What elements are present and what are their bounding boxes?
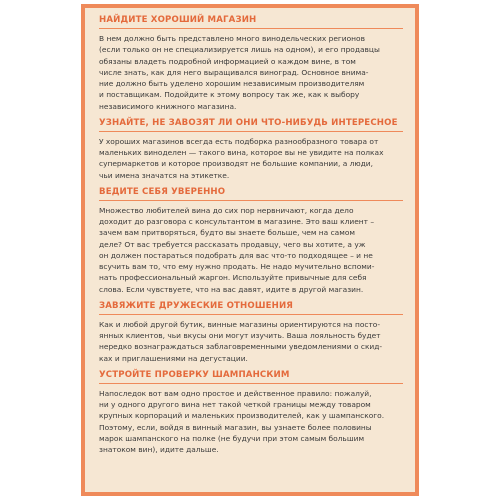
tips-card <box>81 4 419 496</box>
body-line: (если только он не специализируется лишь на одном), и его продавцы <box>99 45 380 55</box>
body-line: деле? От вас требуется рассказать продавцу, чего вы хотите, а уж <box>99 239 366 249</box>
body-line: он должен постараться подобрать для вас что-то подходящее – и не <box>99 250 373 260</box>
section-good-shop <box>99 14 403 112</box>
body-line: числе знать, как для него выращивался виноград. Основное внима- <box>99 67 369 77</box>
section-heading: ЗАВЯЖИТЕ ДРУЖЕСКИЕ ОТНОШЕНИЯ <box>99 300 294 311</box>
heading-divider <box>99 28 403 29</box>
section-body <box>99 319 403 364</box>
body-line: марок шампанского на полке (не будучи при этом самым большим <box>99 433 365 443</box>
body-line: ние должно быть уделено хорошим независимым производителям <box>99 79 365 88</box>
section-body <box>99 388 403 456</box>
heading-divider <box>99 200 403 201</box>
section-heading: УЗНАЙТЕ, НЕ ЗАВОЗЯТ ЛИ ОНИ ЧТО-НИБУДЬ ИНТЕРЕСНОЕ <box>99 117 398 128</box>
body-line: и поставщикам. Подойдите к этому вопросу так же, как к выбору <box>99 90 360 100</box>
body-line: доходит до разговора с консультантом в магазине. Это ваш клиент – <box>99 217 375 226</box>
heading-divider <box>99 383 403 384</box>
heading-divider <box>99 314 403 315</box>
body-line: нать профессиональный жаргон. Используйте привычные для себя <box>99 273 367 283</box>
section-heading: ВЕДИТЕ СЕБЯ УВЕРЕННО <box>99 186 226 197</box>
body-line: независимого книжного магазина. <box>99 101 237 111</box>
section-confident <box>99 186 403 295</box>
body-line: всучить вам то, что ему нужно продать. Не надо мучительно вспоми- <box>99 262 375 271</box>
body-line: маленьких виноделен — такого вина, которое вы не увидите на полках <box>99 148 384 157</box>
body-line: Множество любителей вина до сих пор нервничают, когда дело <box>99 205 354 215</box>
body-line: нередко вознаграждаться заблаговременными уведомлениями о скид- <box>99 342 383 352</box>
body-line: обязаны владеть подробной информацией о каждом вине, в том <box>99 56 356 66</box>
section-heading: УСТРОЙТЕ ПРОВЕРКУ ШАМПАНСКИМ <box>99 369 290 380</box>
section-heading: НАЙДИТЕ ХОРОШИЙ МАГАЗИН <box>99 15 257 25</box>
body-line: Напоследок вот вам одно простое и действенное правило: пожалуй, <box>99 388 372 398</box>
body-line: крупных корпораций и маленьких производителей, как у шампанского. <box>99 411 385 421</box>
body-line: В нем должно быть представлено много винодельческих регионов <box>99 34 365 43</box>
body-line: У хороших магазинов всегда есть подборка разнообразного товара от <box>99 136 379 146</box>
body-line: знатоком вин), идите дальше. <box>99 445 219 454</box>
body-line: чьи имена значатся на этикетке. <box>99 170 230 180</box>
body-line: янных клиентов, чьи вкусы они могут изучить. Ваша лояльность будет <box>99 331 381 340</box>
body-line: зачем вам притворяться, будто вы знаете больше, чем на самом <box>99 228 356 238</box>
section-body <box>99 136 403 181</box>
section-champagne <box>99 369 403 456</box>
section-body <box>99 33 403 112</box>
body-line: ни у одного другого вина нет такой четкой границы между товаром <box>99 400 371 409</box>
body-line: слова. Если чувствуете, что на вас давят, идите в другой магазин. <box>99 284 364 294</box>
body-line: Поэтому, если, войдя в винный магазин, вы узнаете более половины <box>99 422 372 432</box>
section-friendly <box>99 300 403 364</box>
section-interesting <box>99 117 403 181</box>
body-line: супермаркетов и которое производят не большие компании, а люди, <box>99 159 374 169</box>
body-line: ках и приглашениями на дегустации. <box>99 353 248 363</box>
heading-divider <box>99 131 403 132</box>
section-body <box>99 205 403 295</box>
body-line: Как и любой другой бутик, винные магазины ориентируются на посто- <box>99 319 381 329</box>
